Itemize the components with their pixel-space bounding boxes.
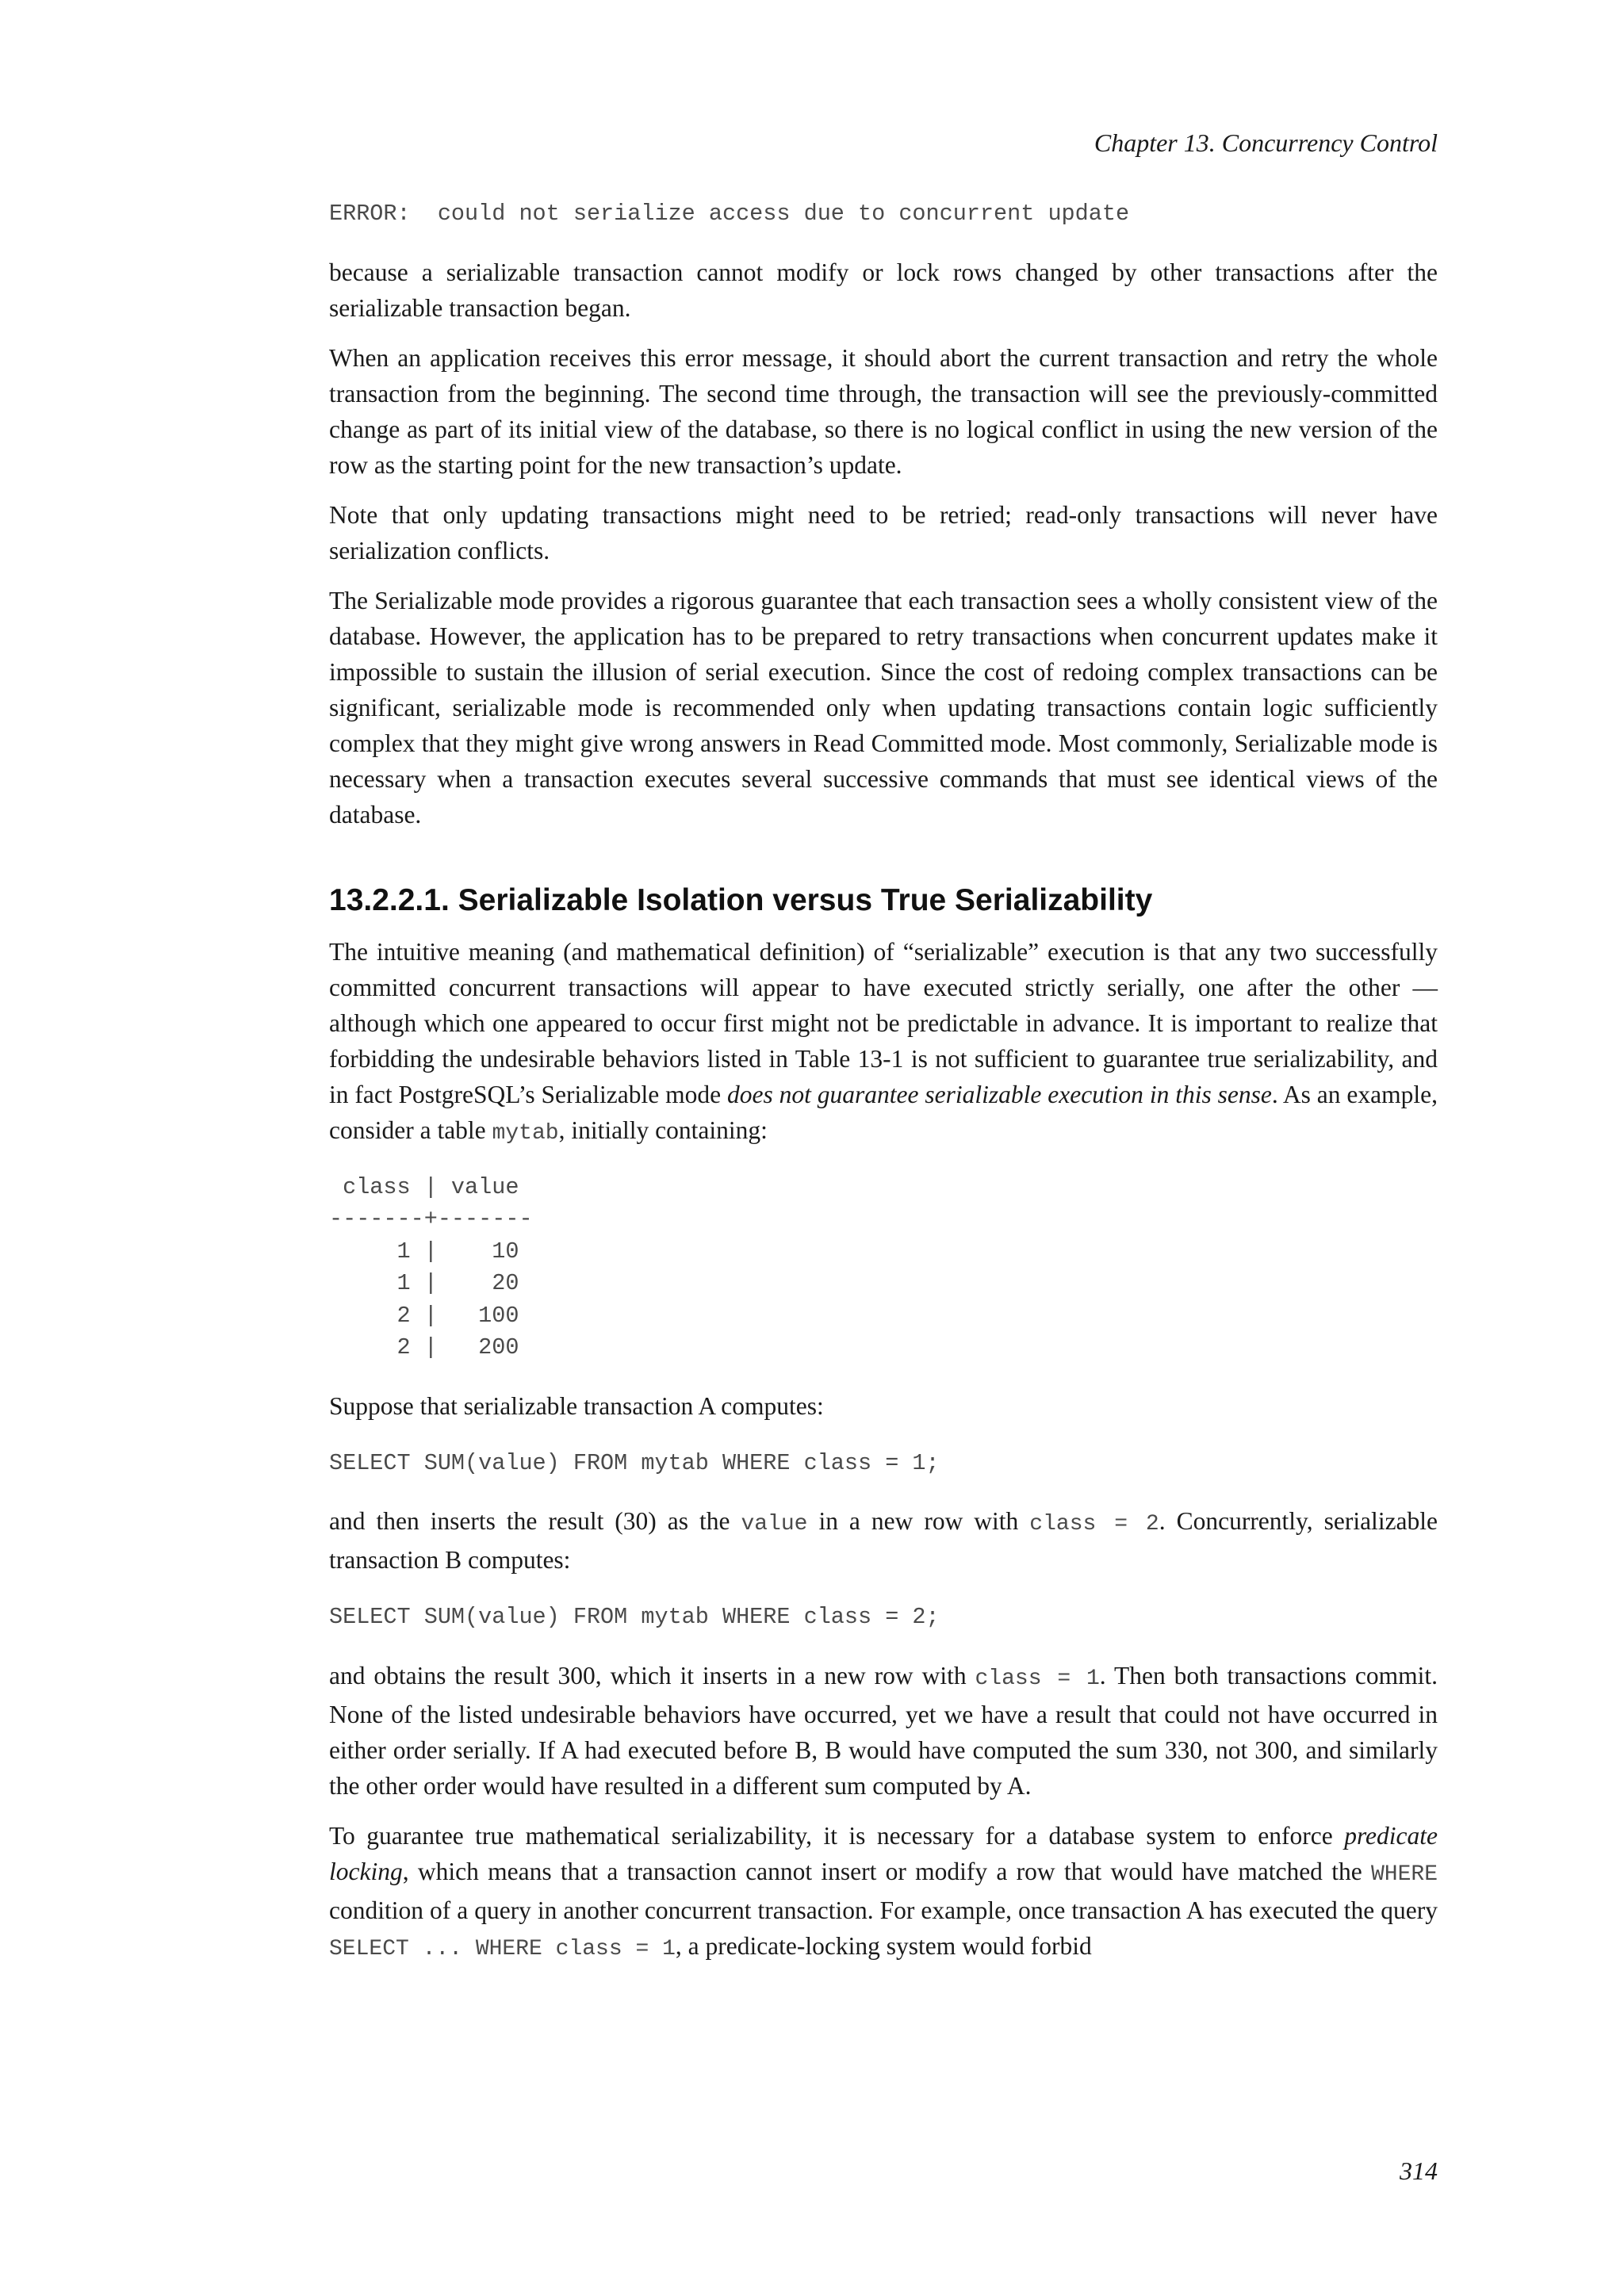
- mytab-table-listing: class | value -------+------- 1 | 10 1 | 20 2 | 100 2 | 200: [329, 1173, 533, 1360]
- intro-code-mytab: mytab: [492, 1120, 559, 1146]
- then-code-class2: class = 2: [1029, 1512, 1159, 1536]
- intro-text-2: . As an example, consider a table: [329, 1080, 1438, 1144]
- then-text-2: in a new row with: [807, 1507, 1030, 1535]
- paragraph-then-inserts: [329, 1503, 1438, 1578]
- chapter-header: Chapter 13. Concurrency Control: [1094, 128, 1438, 157]
- query-b-code: SELECT SUM(value) FROM mytab WHERE class = 2;: [329, 1604, 940, 1630]
- intro-text-1: The intuitive meaning (and mathematical definition) of “serializable” execution is that any two successfully committed concurrent transactions will appear to have executed strictly serially, one after the other — although which one appeared to occur first might not be predictable in advance. It is important to realize that forbidding the undesirable behaviors listed in Table 13-1 is not sufficient to guarantee true serializability, and in fact PostgreSQL’s Serializable mode: [329, 937, 1438, 1108]
- paragraph-suppose: Suppose that serializable transaction A computes:: [329, 1391, 824, 1420]
- paragraph-rigorous-guarantee: The Serializable mode provides a rigorous guarantee that each transaction sees a wholly consistent view of the database. However, the application has to be prepared to retry transactions when concurrent updates make it impossible to sustain the illusion of serial execution. Since the cost of redoing complex transactions can be significant, serializable mode is recommended only when updating transactions contain logic sufficiently complex that they might give wrong answers in Read Committed mode. Most commonly, Serializable mode is necessary when a transaction executes several successive commands that must see identical views of the database.: [329, 586, 1438, 828]
- page-number: 314: [1400, 2156, 1438, 2185]
- guarantee-code-select: SELECT ... WHERE class = 1: [329, 1936, 676, 1961]
- obtains-text-2: . Then both transactions commit. None of the listed undesirable behaviors have occurred, yet we have a result that could not have occurred in either order serially. If A had executed before B, B would have computed the sum 330, not 300, and similarly the other order would have resulted in a different sum computed by A.: [329, 1661, 1438, 1800]
- then-text-1: and then inserts the result (30) as the: [329, 1507, 741, 1535]
- document-page: [329, 0, 1438, 2296]
- guarantee-emphasis: predicate locking: [329, 1821, 1438, 1885]
- paragraph-predicate-locking: [329, 1818, 1438, 1967]
- paragraph-read-only-note: Note that only updating transactions might need to be retried; read-only transactions will never have serialization conflicts.: [329, 500, 1438, 564]
- obtains-text-1: and obtains the result 300, which it inserts in a new row with: [329, 1661, 975, 1689]
- guarantee-text-4: , a predicate-locking system would forbid: [675, 1931, 1092, 1960]
- paragraph-serializable-cannot-modify: because a serializable transaction cannot modify or lock rows changed by other transactions after the serializable transaction began.: [329, 258, 1438, 322]
- guarantee-text-2: , which means that a transaction cannot insert or modify a row that would have matched the: [402, 1857, 1371, 1885]
- guarantee-text-3: condition of a query in another concurrent transaction. For example, once transaction A has executed the query: [329, 1896, 1438, 1924]
- paragraph-obtains-result: [329, 1658, 1438, 1804]
- guarantee-text-1: To guarantee true mathematical serializability, it is necessary for a database system to enforce: [329, 1821, 1345, 1850]
- paragraph-intuitive-meaning: [329, 934, 1438, 1151]
- then-text-3: . Concurrently, serializable transaction B computes:: [329, 1507, 1438, 1574]
- paragraph-abort-and-retry: When an application receives this error message, it should abort the current transaction and retry the whole transaction from the beginning. The second time through, the transaction will see the previously-committed change as part of its initial view of the database, so there is no logical conflict in using the new version of the row as the starting point for the new transaction’s update.: [329, 343, 1438, 479]
- intro-emphasis: does not guarantee serializable execution in this sense: [726, 1080, 1272, 1108]
- obtains-code-class1: class = 1: [975, 1666, 1100, 1691]
- query-a-code: SELECT SUM(value) FROM mytab WHERE class = 1;: [329, 1449, 940, 1476]
- section-heading: 13.2.2.1. Serializable Isolation versus True Serializability: [329, 882, 1153, 917]
- page-body: [329, 198, 1438, 1967]
- error-message-code: ERROR: could not serialize access due to concurrent update: [329, 201, 1130, 227]
- guarantee-code-where: WHERE: [1370, 1862, 1438, 1887]
- then-code-value: value: [741, 1512, 808, 1536]
- intro-text-3: , initially containing:: [558, 1115, 768, 1144]
